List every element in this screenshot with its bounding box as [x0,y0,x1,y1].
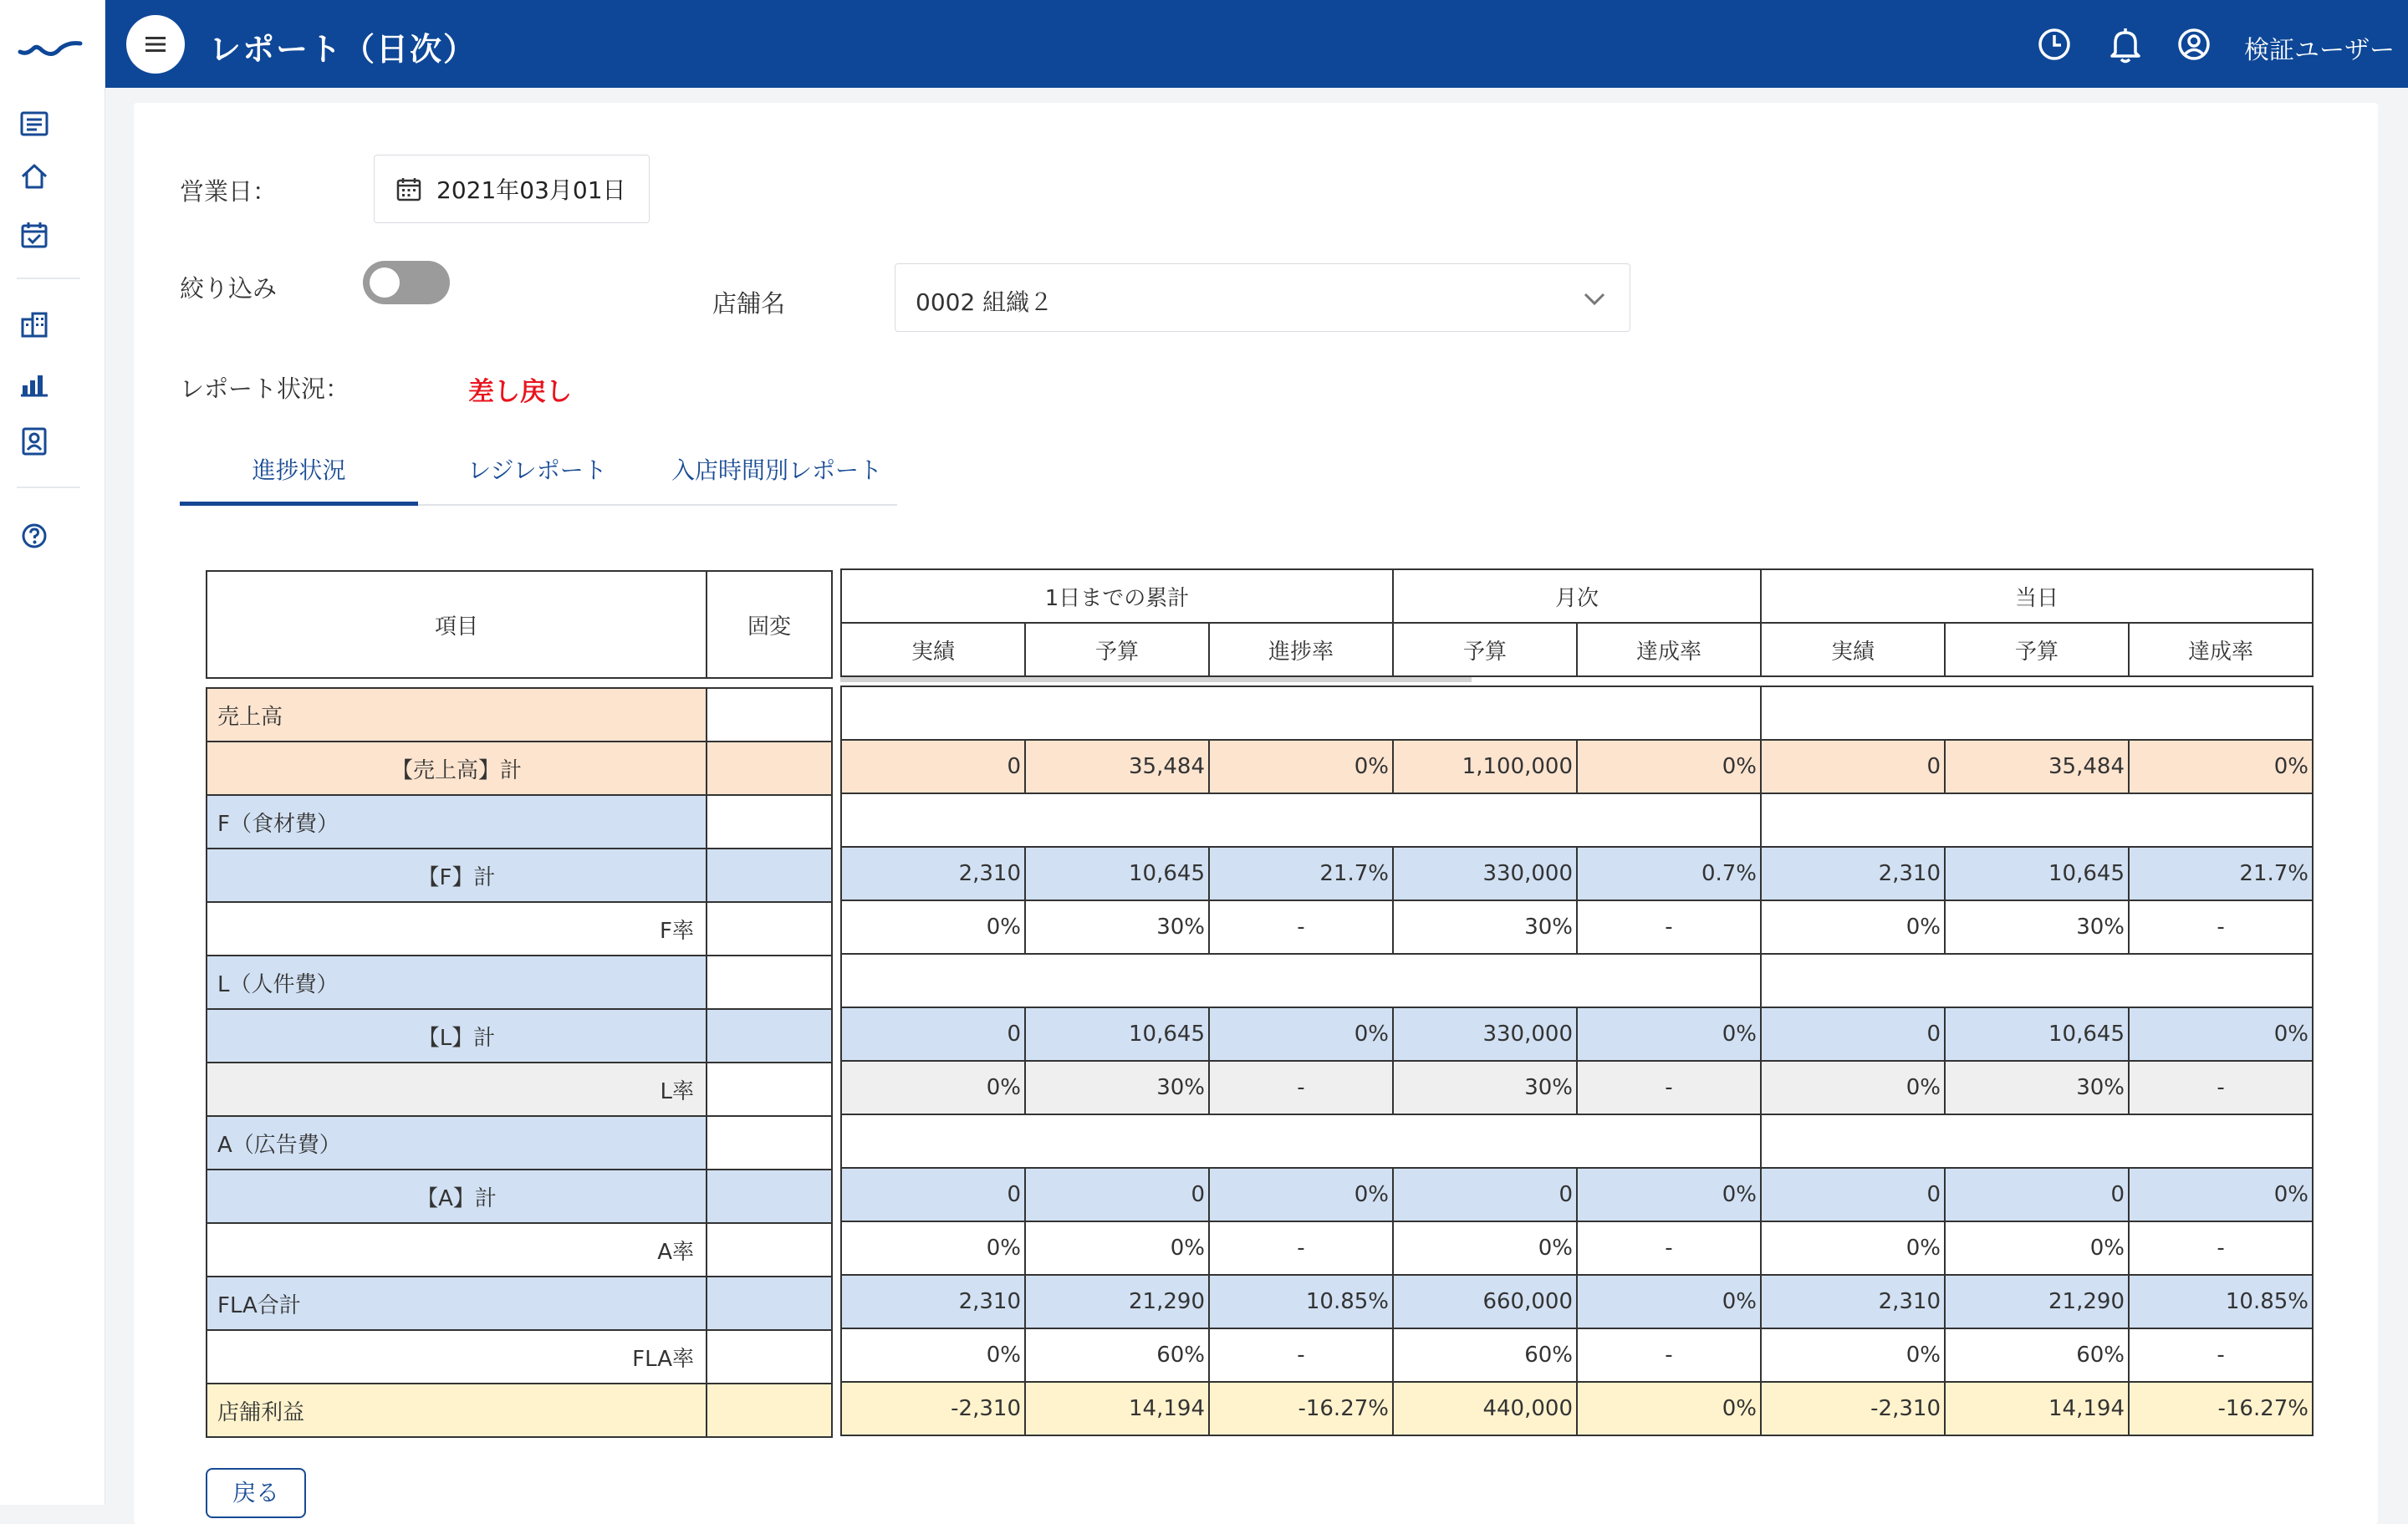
table-cell: 0% [1761,1221,1945,1275]
table-cell: 0% [1577,740,1761,793]
left-body-table [206,687,833,1438]
table-cell: 0% [2129,1007,2313,1061]
left-header-table [206,570,833,679]
table-row [841,900,2313,954]
business-day-label: 営業日： [180,177,278,206]
table-cell: 10.85% [2129,1275,2313,1328]
list-icon[interactable] [18,107,51,140]
table-cell: -16.27% [1209,1382,1393,1435]
table-cell: - [1209,1061,1393,1114]
sidebar-divider [17,487,80,488]
hamburger-icon [144,35,167,54]
menu-button[interactable] [126,15,185,74]
row-label: A率 [207,1223,707,1277]
fixed-variable-cell [707,1063,832,1116]
fixed-variable-cell [707,1009,832,1063]
fixed-variable-cell [707,956,832,1009]
table-row [207,1277,832,1330]
col-header: 進捗率 [1209,623,1393,676]
history-icon[interactable] [2035,25,2074,64]
section-spacer [841,1114,1761,1168]
table-row [207,795,832,849]
table-cell: 0 [1761,1007,1945,1061]
table-cell: 0.7% [1577,847,1761,900]
col-header: 実績 [1761,623,1945,676]
table-cell: 0% [1945,1221,2129,1275]
table-cell: 2,310 [1761,847,1945,900]
table-cell: - [1577,1061,1761,1114]
table-row [207,1330,832,1384]
row-label: 【F】計 [207,849,707,902]
section-spacer [841,686,1761,740]
table-cell: - [1577,1221,1761,1275]
table-row [841,954,2313,1007]
section-spacer [841,954,1761,1007]
calendar-icon [396,176,421,201]
table-cell: 10,645 [1025,1007,1209,1061]
fixed-variable-cell [707,1116,832,1170]
table-row [207,688,832,742]
table-cell: - [2129,1328,2313,1382]
table-row [841,686,2313,740]
table-cell: -16.27% [2129,1382,2313,1435]
tab-bar [180,451,897,506]
group-header-monthly: 月次 [1393,569,1761,623]
row-label: L（人件費） [207,956,707,1009]
fixed-variable-cell [707,902,832,956]
fixed-variable-cell [707,1330,832,1384]
table-cell: - [1577,900,1761,954]
table-cell: 30% [1025,1061,1209,1114]
table-cell: 10.85% [1209,1275,1393,1328]
table-cell: 60% [1945,1328,2129,1382]
table-cell: 0% [1577,1168,1761,1221]
table-cell: 14,194 [1945,1382,2129,1435]
chevron-down-icon [1583,288,1606,309]
table-cell: - [2129,1221,2313,1275]
table-cell: 0% [841,1221,1025,1275]
table-row [841,793,2313,847]
section-spacer [841,793,1761,847]
table-cell: 0 [1025,1168,1209,1221]
building-icon[interactable] [18,308,51,341]
business-day-picker[interactable] [374,155,650,223]
tab-register-report[interactable]: レジレポート [467,456,607,484]
home-icon[interactable] [18,160,51,193]
table-row [207,1009,832,1063]
table-cell: 21.7% [1209,847,1393,900]
store-label: 店舗名 [712,289,786,318]
row-label: FLA合計 [207,1277,707,1330]
row-label: F（食材費） [207,795,707,849]
sidebar [0,0,105,1505]
table-cell: 0% [1025,1221,1209,1275]
row-label: L率 [207,1063,707,1116]
table-cell: 0 [841,1007,1025,1061]
table-cell: 2,310 [841,847,1025,900]
table-cell: 0 [1945,1168,2129,1221]
business-day-value: 2021年03月01日 [436,176,626,204]
row-label: 【L】計 [207,1009,707,1063]
fixed-variable-cell [707,1170,832,1223]
col-header: 予算 [1945,623,2129,676]
table-cell: 0% [1761,1328,1945,1382]
table-cell: 660,000 [1393,1275,1577,1328]
fixed-variable-cell [707,1223,832,1277]
table-cell: 60% [1393,1328,1577,1382]
table-cell: 0 [1761,1168,1945,1221]
store-select[interactable] [895,263,1630,332]
table-cell: 330,000 [1393,1007,1577,1061]
table-row [207,849,832,902]
table-cell: 30% [1393,900,1577,954]
col-header: 実績 [841,623,1025,676]
user-account-icon[interactable] [2175,25,2213,64]
table-cell: - [2129,1061,2313,1114]
table-cell: 0% [1577,1007,1761,1061]
table-cell: 21,290 [1025,1275,1209,1328]
table-row [841,1007,2313,1061]
row-label: F率 [207,902,707,956]
table-cell: - [1209,1328,1393,1382]
fixed-variable-cell [707,795,832,849]
row-label: 【売上高】計 [207,742,707,795]
table-cell: 0 [841,740,1025,793]
table-row [841,1382,2313,1435]
table-cell: - [1577,1328,1761,1382]
table-cell: 0% [1761,900,1945,954]
help-icon[interactable] [18,519,51,553]
tab-hourly-report[interactable]: 入店時間別レポート [671,456,882,484]
table-row [841,847,2313,900]
table-cell: 330,000 [1393,847,1577,900]
table-cell: 0 [1393,1168,1577,1221]
sidebar-divider [17,278,80,279]
row-label: 【A】計 [207,1170,707,1223]
header-item: 項目 [207,571,707,678]
table-cell: 30% [1945,900,2129,954]
table-cell: 30% [1025,900,1209,954]
tab-progress[interactable]: 進捗状況 [180,451,418,506]
table-cell: 1,100,000 [1393,740,1577,793]
filter-label: 絞り込み [180,274,278,303]
table-row [207,1384,832,1437]
table-cell: 0 [1761,740,1945,793]
fixed-variable-cell [707,849,832,902]
section-spacer [1761,1114,2313,1168]
fixed-variable-cell [707,1384,832,1437]
fixed-variable-cell [707,1277,832,1330]
store-select-value: 0002 組織２ [916,288,1054,316]
table-row [207,742,832,795]
header-fixed-variable: 固変 [707,571,832,678]
table-cell: 30% [1945,1061,2129,1114]
col-header: 達成率 [1577,623,1761,676]
horizontal-scrollbar[interactable] [840,677,1472,682]
user-name[interactable]: 検証ユーザー [2244,36,2395,65]
table-cell: 14,194 [1025,1382,1209,1435]
page-title: レポート（日次） [209,31,477,68]
table-cell: 0% [1393,1221,1577,1275]
table-row [841,1275,2313,1328]
table-row [207,956,832,1009]
table-cell: 0% [1577,1382,1761,1435]
table-cell: 60% [1025,1328,1209,1382]
table-row [841,740,2313,793]
top-header [105,0,2408,88]
table-row [207,1063,832,1116]
table-cell: 2,310 [841,1275,1025,1328]
table-cell: 35,484 [1945,740,2129,793]
table-cell: 0% [1209,1007,1393,1061]
brand-logo [18,30,82,60]
table-cell: - [1209,1221,1393,1275]
row-label: FLA率 [207,1330,707,1384]
row-label: A（広告費） [207,1116,707,1170]
group-header-cumulative: 1日までの累計 [841,569,1393,623]
table-row [841,1168,2313,1221]
fixed-variable-cell [707,688,832,742]
table-cell: 0% [841,1061,1025,1114]
back-button[interactable]: 戻る [206,1468,306,1518]
table-cell: 0% [1761,1061,1945,1114]
table-cell: 0% [1577,1275,1761,1328]
table-cell: 0% [1209,1168,1393,1221]
table-row [207,1116,832,1170]
filter-toggle[interactable] [363,261,450,304]
toggle-knob [370,268,400,298]
table-cell: - [1209,900,1393,954]
section-spacer [1761,686,2313,740]
bar-chart-icon[interactable] [18,368,51,401]
table-cell: 35,484 [1025,740,1209,793]
table-cell: 0% [2129,1168,2313,1221]
table-cell: 0% [841,900,1025,954]
table-row [841,1114,2313,1168]
table-cell: 10,645 [1945,847,2129,900]
table-cell: 10,645 [1945,1007,2129,1061]
calendar-check-icon[interactable] [18,218,51,252]
table-cell: 0% [1209,740,1393,793]
table-row [207,1223,832,1277]
fixed-variable-cell [707,742,832,795]
table-cell: 21,290 [1945,1275,2129,1328]
col-header: 達成率 [2129,623,2313,676]
table-cell: - [2129,900,2313,954]
bell-icon[interactable] [2106,25,2145,64]
table-row [841,1061,2313,1114]
data-table-scroll-area[interactable] [840,568,2309,1438]
row-label: 店舗利益 [207,1384,707,1437]
table-cell: 21.7% [2129,847,2313,900]
report-status: 差し戻し [468,377,572,407]
table-cell: -2,310 [841,1382,1025,1435]
table-cell: 10,645 [1025,847,1209,900]
table-cell: 0% [2129,740,2313,793]
table-row [841,1221,2313,1275]
col-header: 予算 [1025,623,1209,676]
group-header-today: 当日 [1761,569,2313,623]
table-cell: 0 [841,1168,1025,1221]
status-label: レポート状況： [180,375,350,403]
table-cell: 2,310 [1761,1275,1945,1328]
table-row [207,902,832,956]
table-cell: 30% [1393,1061,1577,1114]
section-spacer [1761,954,2313,1007]
col-header: 予算 [1393,623,1577,676]
table-cell: 0% [841,1328,1025,1382]
table-row [207,1170,832,1223]
table-cell: 440,000 [1393,1382,1577,1435]
table-row [841,1328,2313,1382]
id-badge-icon[interactable] [18,425,51,458]
table-cell: -2,310 [1761,1382,1945,1435]
right-header-table [840,568,2314,677]
section-spacer [1761,793,2313,847]
row-label: 売上高 [207,688,707,742]
right-body-table [840,686,2314,1436]
